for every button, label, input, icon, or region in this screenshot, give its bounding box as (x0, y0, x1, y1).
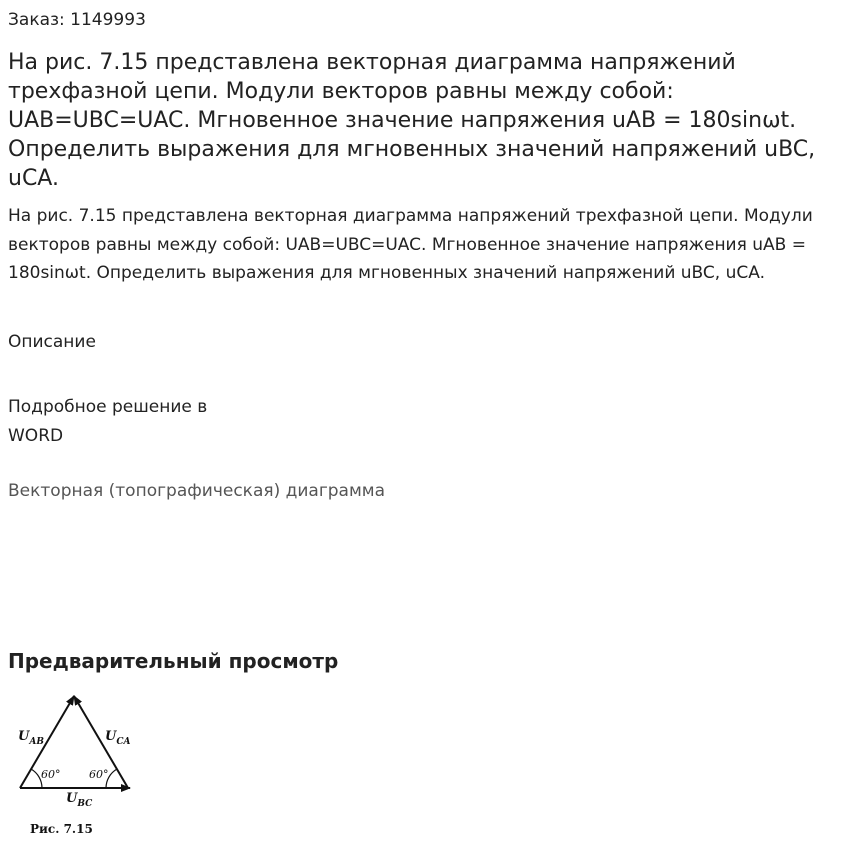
diagram-caption: Векторная (топографическая) диаграмма (8, 481, 386, 501)
label-uca: $U_{CA}$ (105, 729, 131, 747)
angle-label-left: 60° (41, 768, 61, 781)
task-description: На рис. 7.15 представлена векторная диаграмма напряжений трехфазной цепи. Модули векторов равны между собой: UAB=UBC=UAC. Мгновенное значение напряжения uAB = 180sinωt. Определить выражения для мгновенных значений напряжений uBC, uCA. (8, 206, 813, 283)
preview-figure (8, 688, 148, 848)
vector-diagram (8, 688, 148, 848)
solution-note-line-1: Подробное решение в (8, 397, 208, 417)
label-ubc: $U_{BC}$ (66, 791, 93, 809)
label-uab: $U_{AB}$ (18, 729, 44, 747)
task-title: На рис. 7.15 представлена векторная диаграмма напряжений трехфазной цепи. Модули векторов равны между собой: UAB=UBC=UAC. Мгновенное значение напряжения uAB = 180sinωt. Определить выражения для мгновенных значений напряжений uBC, uCA. (8, 50, 816, 191)
solution-note-line-2: WORD (8, 426, 64, 446)
figure-caption: Рис. 7.15 (30, 822, 93, 836)
angle-label-right: 60° (89, 768, 109, 781)
order-number: Заказ: 1149993 (8, 10, 146, 30)
preview-heading: Предварительный просмотр (8, 649, 339, 673)
description-heading: Описание (8, 332, 96, 352)
solution-note (8, 393, 268, 451)
